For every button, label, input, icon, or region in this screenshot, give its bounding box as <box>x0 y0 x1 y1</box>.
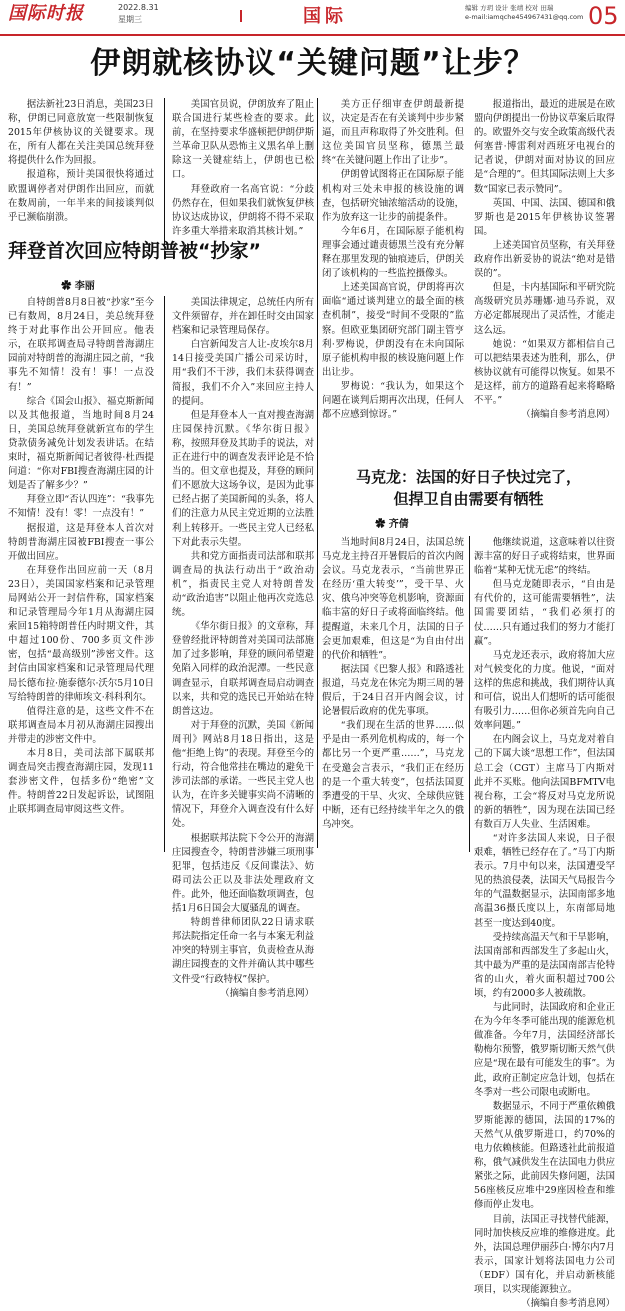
article-paragraph: 《华尔街日报》的文章称，拜登曾经批评特朗普对美国司法部施加了过多影响，拜登的顾问希望避免陷入同样的政治泥潭。一些民意调查显示，自联邦调查局启动调查以来，共和党的选民已开始站在特朗普这边。 <box>172 621 314 717</box>
article-paragraph: 但马克龙随即表示，“自由是有代价的，这可能需要牺牲”，法国需要团结，“我们必须打的仗……只有通过我们的努力才能打赢”。 <box>474 579 615 647</box>
article-paragraph: 根据联邦法院下令公开的海湖庄园搜查令，特朗普涉嫌三项刑事犯罪，包括违反《反间谍法》、妨碍司法公正以及非法处理政府文件。此外，他还面临数项调查，包括1月6日国会大厦骚乱的调查。 <box>172 832 314 915</box>
story2-column-1 <box>8 296 154 852</box>
story2-column-2 <box>172 296 314 999</box>
article-paragraph: 美国官员说，伊朗放弃了阻止联合国进行某些检查的要求。此前，在坚持要求华盛顿把伊朗伊斯兰革命卫队从恐怖主义黑名单上删除这一关键症结上，伊朗也已松口。 <box>172 99 314 181</box>
issue-date: 2022.8.31 <box>118 3 159 12</box>
article-paragraph: 值得注意的是，这些文件不在联邦调查局本月初从海湖庄园搜出并带走的涉密文件中。 <box>8 705 154 745</box>
column-rule <box>317 98 318 848</box>
story2-headline: 拜登首次回应特朗普被“抄家” <box>8 240 261 262</box>
column-rule <box>469 536 470 852</box>
article-paragraph: 据法国《巴黎人报》和路透社报道，马克龙在休完为期三周的暑假后，于24日召开内阁会议，讨论暑假后政府的优先事项。 <box>322 663 464 718</box>
editor-email: e-mail:iamqche454967431@qq.com <box>465 13 584 21</box>
article-paragraph: 美方正仔细审查伊朗最新提议，决定是否在有关谈判中步步紧逼，而且声称取得了外交胜利。但这位美国官员坚称，德黑兰最终“在关键问题上作出了让步”。 <box>322 99 464 167</box>
source-note: （摘编自参考消息网） <box>521 1298 615 1310</box>
story3-headline-line-1: 马克龙：法国的好日子快过完了， <box>355 468 581 486</box>
article-paragraph: 上述美国高官说，伊朗将再次面临“通过谈判建立的最全面的核查机制”，接受“时间不受限的”监察。但欧亚集团研究部门副主管亨利·罗梅说，伊朗没有在未向国际原子能机构申报的核设施问题上作出让步。 <box>322 282 464 378</box>
story1-column-4 <box>474 98 615 464</box>
article-paragraph: 拜登政府一名高官说：“分歧仍然存在，但如果我们就恢复伊核协议达成协议，伊朗将不得不采取许多重大举措来取消其核计划。” <box>172 183 314 237</box>
story1-headline: 伊朗就核协议“关键问题”让步？ <box>90 46 535 81</box>
column-rule <box>164 296 165 852</box>
story3-author: 齐倩 <box>388 519 409 530</box>
article-paragraph: 拜登立即“否认四连”：“我事先不知情！没有！零！一点没有！” <box>8 494 154 520</box>
article-paragraph: 当地时间8月24日，法国总统马克龙主持召开暑假后的首次内阁会议。马克龙表示，“当前世界正在经历‘重大转变’”，受干旱、火灾、俄乌冲突等危机影响，资源面临丰富的好日子或将面临终结。他提醒道，未来几个月，法国的日子会更加艰难，但这是“为自由付出的代价和牺牲”。 <box>322 537 464 661</box>
article-paragraph: 本月8日，美司法部下属联邦调查局突击搜查海湖庄园，发现11套涉密文件，包括多份“绝密”文件。特朗普22日发起诉讼，试图阻止联邦调查局审阅这些文件。 <box>8 748 154 816</box>
section-divider <box>240 10 282 22</box>
editor-credits <box>465 4 585 22</box>
article-paragraph: 英国、中国、法国、德国和俄罗斯也是2015年伊核协议签署国。 <box>474 197 615 237</box>
column-rule <box>164 98 165 248</box>
article-paragraph: 美国法律规定，总统任内所有文件须留存，并在卸任时交由国家档案和记录管理局保存。 <box>172 297 314 337</box>
article-paragraph: 报道指出，最近的进展是在欧盟向伊朗提出一份协议草案后取得的。欧盟外交与安全政策高级代表何塞普·博雷利对西班牙电视台的记者说，伊朗对面对协议的回应是“合理的”。但其国际法则上大多数“国家已表示赞同”。 <box>474 99 615 195</box>
article-paragraph: “对许多法国人来说，日子很艰难，牺牲已经存在了。”马丁内斯表示。7月中旬以来，法国遭受罕见的热浪侵袭，法国天气局报告今年的气温数据显示，法国南部多地高温36摄氏度以上，东南部局地甚至一度达到40度。 <box>474 832 615 929</box>
article-paragraph: 综合《国会山报》、福克斯新闻以及其他报道，当地时间8月24日，美国总统拜登就新宣布的学生贷款债务减免计划发表讲话。在结束时，福克斯新闻记者彼得·杜西提问道：“你对FBI搜查海湖庄园的计划是否了解多少？” <box>8 395 154 492</box>
story1-column-2 <box>172 98 314 250</box>
source-note: （摘编自参考消息网） <box>521 409 615 421</box>
article-paragraph: 罗梅说：“我认为，如果这个问题在谈判后期再次出现，任何人都不应感到惊讶。” <box>322 380 464 421</box>
article-paragraph: 白宫新闻发言人让-皮埃尔8月14日接受美国广播公司采访时，用“我们不干涉，我们未获得调查简报，我们不介入”来回应主持人的提问。 <box>172 339 314 407</box>
byline-mark-icon: ✿ <box>375 519 389 530</box>
newspaper-logo: 国际时报 <box>8 3 84 24</box>
article-paragraph: 但是，卡内基国际和平研究院高级研究员苏珊娜·迪马乔说，双方必定都展现出了灵活性，才能走这么远。 <box>474 282 615 336</box>
issue-weekday: 星期三 <box>118 15 142 24</box>
source-note: （摘编自参考消息网） <box>220 987 314 999</box>
story3-byline <box>322 518 462 532</box>
article-paragraph: 在拜登作出回应前一天（8月23日），美国国家档案和记录管理局网站公开一封信件称，国家档案和记录管理局今年1月从海湖庄园索回15箱特朗普任内时期文件，其中超过100份、700多页文件涉密，包括“最高级别”涉密文件。这封信由国家档案和记录管理局代理局长德布拉·施泰德尔·沃尔5月10日写给特朗普的律师埃文·科科利尔。 <box>8 564 154 703</box>
article-paragraph: 共和党方面指责司法部和联邦调查局的执法行动出于“政治动机”，指责民主党人对特朗普发动“政治追害”以阻止他再次竞选总统。 <box>172 550 314 619</box>
article-paragraph: 在内阁会议上，马克龙对着自己的下属大谈“思想工作”，但法国总工会（CGT）主席马丁内斯对此并不买账。他向法国BFMTV电视台称，工会“将反对马克龙所说的新的牺牲”，因为现在法国已经有数百万人失业、生活困难。 <box>474 734 615 830</box>
article-paragraph: 马克龙还表示，政府将加大应对气候变化的力度。他说，“面对这样的焦虑和挑战，我们期待认真和可信，说出人们想听的话可能很有吸引力……但你必须首先向自己效率问题。” <box>474 649 615 732</box>
article-paragraph: 但是拜登本人一直对搜查海湖庄园保持沉默。《华尔街日报》称，按照拜登及其助手的说法，对正在进行中的调查发表评论是不恰当的。但文章也提及，拜登的顾问们不愿放大这场争议，是因为此事已经占据了美国新闻的头条，将人们的注意力从民主党近期的立法胜利上转移开。一些民主党人已经私下对此表示失望。 <box>172 409 314 548</box>
article-paragraph: 她说：“如果双方都相信自己可以把结果表述为胜利，那么，伊核协议就有可能得以恢复。如果不是这样，前方的道路看起来将略略不平。” <box>474 338 615 406</box>
story3-headline <box>322 466 615 510</box>
article-paragraph: 受持续高温天气和干旱影响，法国南部和西部发生了多起山火，其中最为严重的是法国南部吉伦特省的山火，着火面积超过700公顷，约有2000多人被疏散。 <box>474 931 615 999</box>
editor-credits-line: 编辑 方玥 设计 张靖 校对 田瑞 <box>465 4 554 12</box>
story1-column-3 <box>322 98 464 464</box>
article-paragraph: 特朗普律师团队22日请求联邦法院指定任命一名与本案无利益冲突的特别主事官，负责检查从海湖庄园搜查的文件并确认其中哪些文件受“行政特权”保护。 <box>172 917 314 985</box>
byline-mark-icon: ✿ <box>61 281 75 292</box>
story2-byline <box>8 280 148 294</box>
article-paragraph: 对于拜登的沉默，美国《新闻周刊》网站8月18日指出，这是他“拒绝上钩”的表现。拜登至今的行动，符合他常挂在嘴边的避免干涉司法部的承诺。一些民主党人也认为，在许多关键事实尚不清晰的情况下，拜登介入调查没有什么好处。 <box>172 719 314 830</box>
article-paragraph: 报道称，预计美国很快将通过欧盟调停者对伊朗作出回应，而就在数周前，一年半来的间接谈判似乎已濒临崩溃。 <box>8 169 154 223</box>
article-paragraph: 他继续说道，这意味着以往资源丰富的好日子或将结束，世界面临着“某种无忧无虑”的终结。 <box>474 537 615 577</box>
article-paragraph: 与此同时，法国政府和企业正在为今年冬季可能出现的能源危机做准备。今年7月，法国经济部长勒梅尔预警，俄罗斯切断天然气供应是“现在最有可能发生的事”。为此，政府正制定应急计划，包括在冬季对一些公司限电或断电。 <box>474 1002 615 1098</box>
article-paragraph: 上述美国官员坚称，有关拜登政府作出新妥协的说法“绝对是错误的”。 <box>474 239 615 280</box>
article-paragraph: 自特朗普8月8日被“抄家”至今已有数周，8月24日，美总统拜登终于对此事作出公开回应。他表示，在联邦调查局寻特朗普海湖庄园前对特朗普的海湖庄园之前，“我事先不知情！没有！事！一点没有！” <box>8 297 154 393</box>
story3-headline-line-2: 但捍卫自由需要有牺牲 <box>393 490 544 508</box>
story2-author: 李丽 <box>74 281 95 292</box>
article-paragraph: 目前，法国正寻找替代能源，同时加快核反应堆的维修进度。此外，法国总理伊丽莎白·博尔内7月表示，国家计划将法国电力公司（EDF）国有化，并启动新核能项目，以实现能源独立。 <box>474 1213 615 1295</box>
story1-column-1 <box>8 98 154 250</box>
masthead <box>0 0 625 36</box>
article-paragraph: “我们现在生活的世界……似乎是由一系列危机构成的，每一个都比另一个更严重……”，马克龙在受邀会言表示，“我们正在经历的是一个重大转变”，包括法国夏季遭受的干旱、火灾、全球供应链中断，还有已经持续半年之久的俄乌冲突。 <box>322 720 464 830</box>
page-number: 05 <box>588 2 619 30</box>
story3-column-2 <box>474 536 615 1310</box>
article-paragraph: 今年6月，在国际原子能机构理事会通过谴责德黑兰没有充分解释在那里发现的铀痕迹后，伊朗关闭了该机构的一些监控摄像头。 <box>322 225 464 280</box>
article-paragraph: 据法新社23日消息，美国23日称，伊朗已同意放宽一些限制恢复2015年伊核协议的关键要求。现在，所有人都在关注美国总统拜登将提供什么作为回报。 <box>8 99 154 167</box>
article-paragraph: 据报道，这是拜登本人首次对特朗普海湖庄园被FBI搜查一事公开做出回应。 <box>8 522 154 562</box>
story3-column-1 <box>322 536 464 852</box>
article-paragraph: 伊朗曾试图将正在国际原子能机构对三处未申报的核设施的调查，包括研究铀浓缩活动的设施，作为放弃这一让步的前提条件。 <box>322 169 464 223</box>
section-title: 国际 <box>303 6 347 27</box>
article-paragraph: 数据显示，不同于严重依赖俄罗斯能源的德国，法国的17%的天然气从俄罗斯进口，约70%的电力依赖核能。但路透社此前报道称，俄气减供发生在法国电力供应紧张之际，此前因失修问题，法国56座核反应堆中29座因检查和维修而停止发电。 <box>474 1100 615 1211</box>
